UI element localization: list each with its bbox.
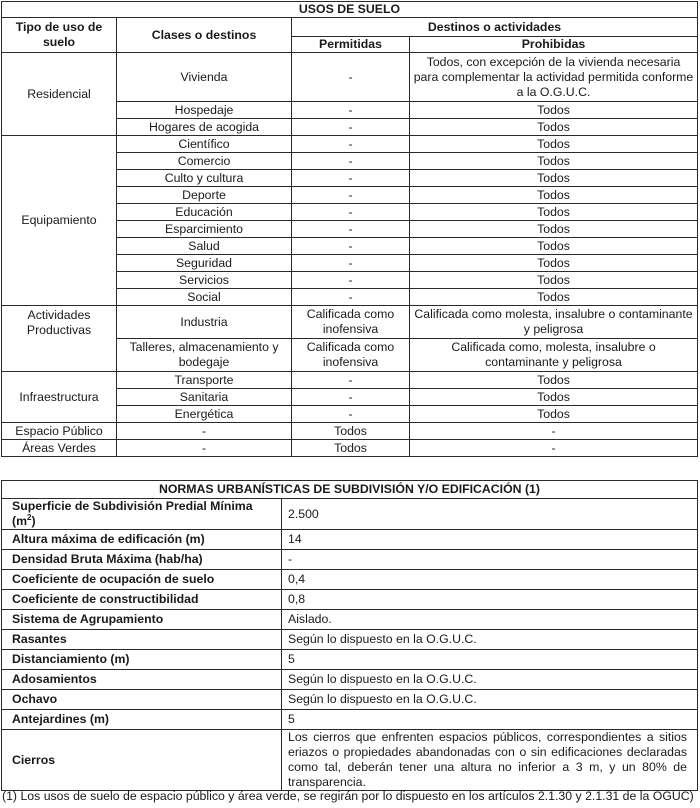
- prohibited-cell: Todos: [410, 187, 698, 204]
- norm-value: Según lo dispuesto en la O.G.U.C.: [282, 670, 698, 690]
- class-cell: Servicios: [117, 272, 292, 289]
- class-cell: Sanitaria: [117, 389, 292, 406]
- permitted-cell: Todos: [292, 440, 410, 457]
- permitted-cell: -: [292, 255, 410, 272]
- table-row: [2, 499, 698, 530]
- class-cell: Educación: [117, 204, 292, 221]
- use-type-cell: Actividades Productivas: [2, 306, 117, 372]
- permitted-cell: -: [292, 170, 410, 187]
- header-classes: Clases o destinos: [117, 18, 292, 53]
- header-prohibited: Prohibidas: [410, 37, 698, 53]
- table-row: [2, 650, 698, 670]
- prohibited-cell: Todos: [410, 204, 698, 221]
- permitted-cell: -: [292, 221, 410, 238]
- norm-label-text: Superficie de Subdivisión Predial Mínima (m: [12, 499, 253, 528]
- norm-value: 5: [282, 650, 698, 670]
- norm-value: Los cierros que enfrenten espacios públicos, correspondientes a sitios eriazos o propiedades abandonadas con o sin edificaciones declaradas como tal, deberán tener una altura no inferior a 3 m, y un 80% de transparencia.: [282, 730, 698, 791]
- prohibited-cell: Todos: [410, 255, 698, 272]
- table-row: [2, 550, 698, 570]
- class-cell: Social: [117, 289, 292, 306]
- permitted-cell: Todos: [292, 423, 410, 440]
- table-row: [2, 610, 698, 630]
- use-type-cell: Infraestructura: [2, 372, 117, 423]
- table-row: [2, 530, 698, 550]
- class-cell: Hogares de acogida: [117, 119, 292, 136]
- class-cell: Deporte: [117, 187, 292, 204]
- header-use-type: Tipo de uso de suelo: [2, 18, 117, 53]
- prohibited-cell: Todos: [410, 406, 698, 423]
- prohibited-cell: Todos: [410, 136, 698, 153]
- use-type-cell: Residencial: [2, 53, 117, 136]
- table-row: [2, 306, 698, 339]
- urban-norms-table: [1, 480, 698, 791]
- permitted-cell: -: [292, 289, 410, 306]
- permitted-cell: -: [292, 153, 410, 170]
- permitted-cell: -: [292, 53, 410, 102]
- class-cell: Transporte: [117, 372, 292, 389]
- table-row: [2, 730, 698, 791]
- prohibited-cell: Calificada como, molesta, insalubre o contaminante y peligrosa: [410, 339, 698, 372]
- permitted-cell: -: [292, 372, 410, 389]
- permitted-cell: -: [292, 102, 410, 119]
- norm-label: Rasantes: [2, 630, 282, 650]
- norm-label: Distanciamiento (m): [2, 650, 282, 670]
- prohibited-cell: Calificada como molesta, insalubre o contaminante y peligrosa: [410, 306, 698, 339]
- prohibited-cell: Todos: [410, 372, 698, 389]
- class-cell: Seguridad: [117, 255, 292, 272]
- norm-value: 2.500: [282, 499, 698, 530]
- class-cell: Esparcimiento: [117, 221, 292, 238]
- prohibited-cell: Todos: [410, 221, 698, 238]
- use-type-cell: Equipamiento: [2, 136, 117, 306]
- class-cell: Culto y cultura: [117, 170, 292, 187]
- norm-label: Coeficiente de constructibilidad: [2, 590, 282, 610]
- use-type-cell: Espacio Público: [2, 423, 117, 440]
- class-cell: Comercio: [117, 153, 292, 170]
- norm-value: Aislado.: [282, 610, 698, 630]
- norm-label: [2, 499, 282, 530]
- permitted-cell: -: [292, 119, 410, 136]
- permitted-cell: Calificada como inofensiva: [292, 306, 410, 339]
- prohibited-cell: Todos: [410, 289, 698, 306]
- norm-label: Altura máxima de edificación (m): [2, 530, 282, 550]
- table-row: [2, 710, 698, 730]
- table-row: [2, 690, 698, 710]
- prohibited-cell: Todos: [410, 153, 698, 170]
- prohibited-cell: Todos, con excepción de la vivienda necesaria para complementar la actividad permitida conforme a la O.G.U.C.: [410, 53, 698, 102]
- table-row: [2, 670, 698, 690]
- urban-norms-table-title: NORMAS URBANÍSTICAS DE SUBDIVISIÓN Y/O EDIFICACIÓN (1): [2, 481, 698, 499]
- use-type-cell: Áreas Verdes: [2, 440, 117, 457]
- prohibited-cell: Todos: [410, 102, 698, 119]
- prohibited-cell: -: [410, 440, 698, 457]
- class-cell: -: [117, 440, 292, 457]
- permitted-cell: -: [292, 187, 410, 204]
- permitted-cell: -: [292, 272, 410, 289]
- norm-label: Sistema de Agrupamiento: [2, 610, 282, 630]
- class-cell: Vivienda: [117, 53, 292, 102]
- land-use-table: [1, 1, 698, 457]
- table-row: [2, 440, 698, 457]
- prohibited-cell: Todos: [410, 170, 698, 187]
- header-activities: Destinos o actividades: [292, 18, 698, 37]
- class-cell: Talleres, almacenamiento y bodegaje: [117, 339, 292, 372]
- norm-value: 0,8: [282, 590, 698, 610]
- norm-label: Densidad Bruta Máxima (hab/ha): [2, 550, 282, 570]
- class-cell: Científico: [117, 136, 292, 153]
- header-permitted: Permitidas: [292, 37, 410, 53]
- norm-value: 0,4: [282, 570, 698, 590]
- footnote: (1) Los usos de suelo de espacio público y área verde, se regirán por lo dispuesto en los artículos 2.1.30 y 2.1.31 de la OGUC): [2, 789, 694, 803]
- table-row: [2, 590, 698, 610]
- class-cell: -: [117, 423, 292, 440]
- norm-label: Cierros: [2, 730, 282, 791]
- prohibited-cell: Todos: [410, 238, 698, 255]
- norm-label: Coeficiente de ocupación de suelo: [2, 570, 282, 590]
- permitted-cell: -: [292, 136, 410, 153]
- prohibited-cell: Todos: [410, 389, 698, 406]
- class-cell: Hospedaje: [117, 102, 292, 119]
- norm-label: Adosamientos: [2, 670, 282, 690]
- table-row: [2, 423, 698, 440]
- norm-label: Antejardines (m): [2, 710, 282, 730]
- permitted-cell: -: [292, 204, 410, 221]
- prohibited-cell: -: [410, 423, 698, 440]
- table-row: [2, 630, 698, 650]
- permitted-cell: -: [292, 389, 410, 406]
- permitted-cell: -: [292, 406, 410, 423]
- table-row: [2, 136, 698, 153]
- prohibited-cell: Todos: [410, 119, 698, 136]
- land-use-table-title: USOS DE SUELO: [2, 2, 698, 18]
- norm-value: 5: [282, 710, 698, 730]
- permitted-cell: -: [292, 238, 410, 255]
- norm-value: Según lo dispuesto en la O.G.U.C.: [282, 690, 698, 710]
- class-cell: Industria: [117, 306, 292, 339]
- norm-value: Según lo dispuesto en la O.G.U.C.: [282, 630, 698, 650]
- norm-value: 14: [282, 530, 698, 550]
- class-cell: Salud: [117, 238, 292, 255]
- table-row: [2, 372, 698, 389]
- class-cell: Energética: [117, 406, 292, 423]
- norm-label-suffix: ): [31, 514, 36, 528]
- table-row: [2, 570, 698, 590]
- prohibited-cell: Todos: [410, 272, 698, 289]
- table-row: [2, 53, 698, 102]
- superscript: 2: [27, 512, 32, 522]
- norm-value: -: [282, 550, 698, 570]
- norm-label: Ochavo: [2, 690, 282, 710]
- permitted-cell: Calificada como inofensiva: [292, 339, 410, 372]
